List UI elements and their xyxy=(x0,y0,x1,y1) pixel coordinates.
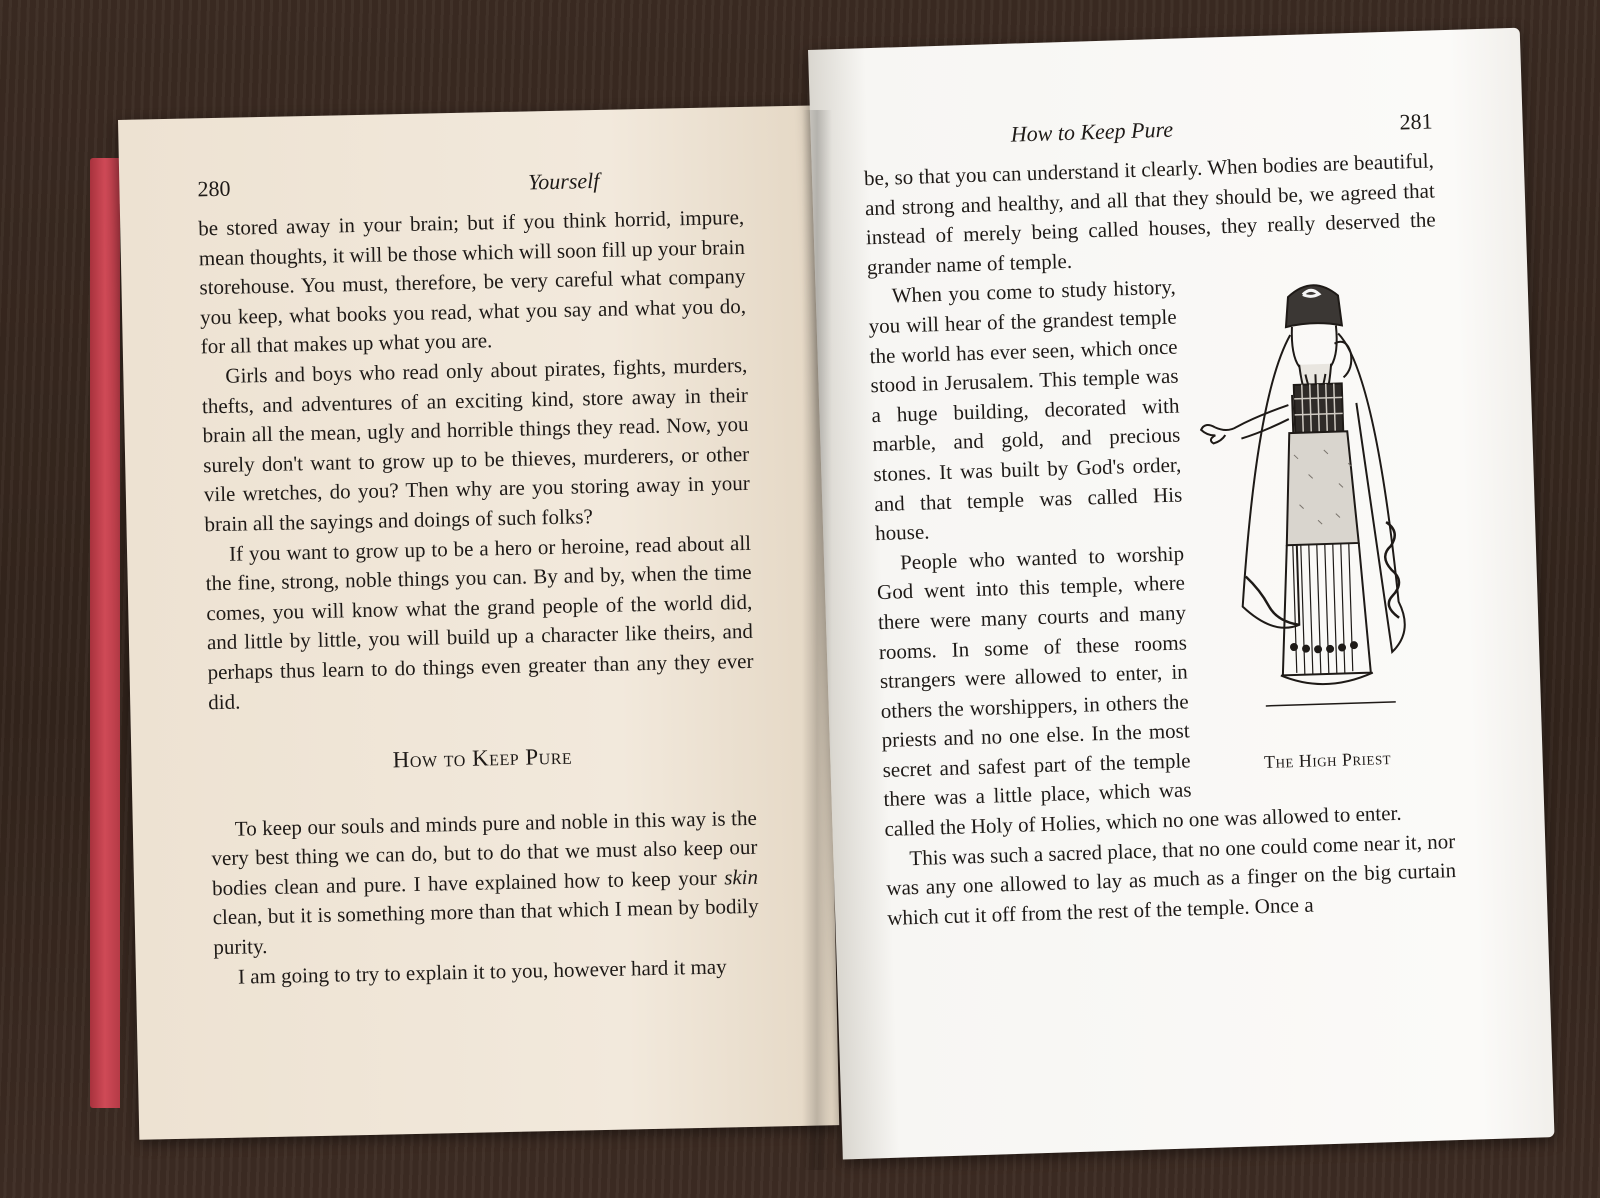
section-heading: How to Keep Pure xyxy=(392,743,573,773)
left-paragraph-3: If you want to grow up to be a hero or heroine, read about all the fine, strong, noble things you can. By and by, when the time comes, you will know what the grand people of the world did, and little by little, you will build up a character like theirs, and perhaps thus learn to do things even greater than any they ever did. xyxy=(205,530,754,714)
left-page-number: 280 xyxy=(197,175,231,202)
left-paragraph-1: be stored away in your brain; but if you think horrid, impure, mean thoughts, it will be those which will soon fill up your brain storehouse. You must, therefore, be very careful what company you keep, what books you read, what you say and what you do, for all that makes up what you are. xyxy=(198,204,747,359)
left-running-title: Yourself xyxy=(527,167,600,195)
right-page-number: 281 xyxy=(1399,108,1433,135)
left-paragraph-4-part-b: clean, but it is something more than that which I mean by bodily purity. xyxy=(212,894,759,960)
right-page xyxy=(808,28,1555,1160)
right-paragraph-2: When you come to study history, you will hear of the grandest temple the world has ever seen, which once stood in Jerusalem. This temple was a huge building, decorated with marble, and gold, and precious stones. It was built by God's order, and that temple was called His house. xyxy=(868,274,1183,546)
left-paragraph-4 xyxy=(211,803,760,962)
left-running-head xyxy=(118,105,820,204)
figure-caption: The High Priest xyxy=(1263,748,1392,773)
high-priest-figure xyxy=(1187,271,1453,780)
left-paragraph-2: Girls and boys who read only about pirates, fights, murders, thefts, and adventures of an exciting kind, store away in their brain all the mean, ugly and horrible things they read. Now, you surely don't want to grow up to be thieves, murderers, or other vile wretches, do you? Then why are you storing away in your brain all the sayings and doings of such folks? xyxy=(201,352,750,537)
open-book xyxy=(80,40,1560,1190)
book-cover-edge xyxy=(90,158,120,1108)
right-paragraph-1: be, so that you can understand it clearly. When bodies are beautiful, and strong and healthy, and all that they should be, we agreed that instead of merely being called houses, they really deserved the grander name of temple. xyxy=(863,148,1437,280)
left-body-text xyxy=(120,191,760,994)
right-paragraph-3: People who wanted to worship God went into this temple, where there were many courts and many rooms. In some of these rooms strangers were allowed to enter, in others the worshippers, in others the priests and no one else. In the most secret and safest part of the temple there was a little place, which was called the Holy of Holies, which no one was allowed to enter. xyxy=(876,541,1402,842)
left-paragraph-5: I am going to try to explain it to you, however hard it may xyxy=(237,954,727,989)
left-paragraph-4-italic: skin xyxy=(723,864,759,890)
right-paragraph-4: This was such a sacred place, that no one could come near it, nor was any one allowed to lay as much as a finger on the big curtain which cut it off from the rest of the temple. Once a xyxy=(885,828,1457,930)
right-running-title: How to Keep Pure xyxy=(1010,116,1174,147)
high-priest-illustration-icon xyxy=(1192,271,1446,738)
left-page xyxy=(118,105,839,1139)
right-body-text xyxy=(811,134,1457,935)
left-paragraph-4-part-a: To keep our souls and minds pure and noble in this way is the very best thing we can do, but to do that we must also keep our bodies clean and pure. I have explained how to keep your xyxy=(211,805,758,901)
